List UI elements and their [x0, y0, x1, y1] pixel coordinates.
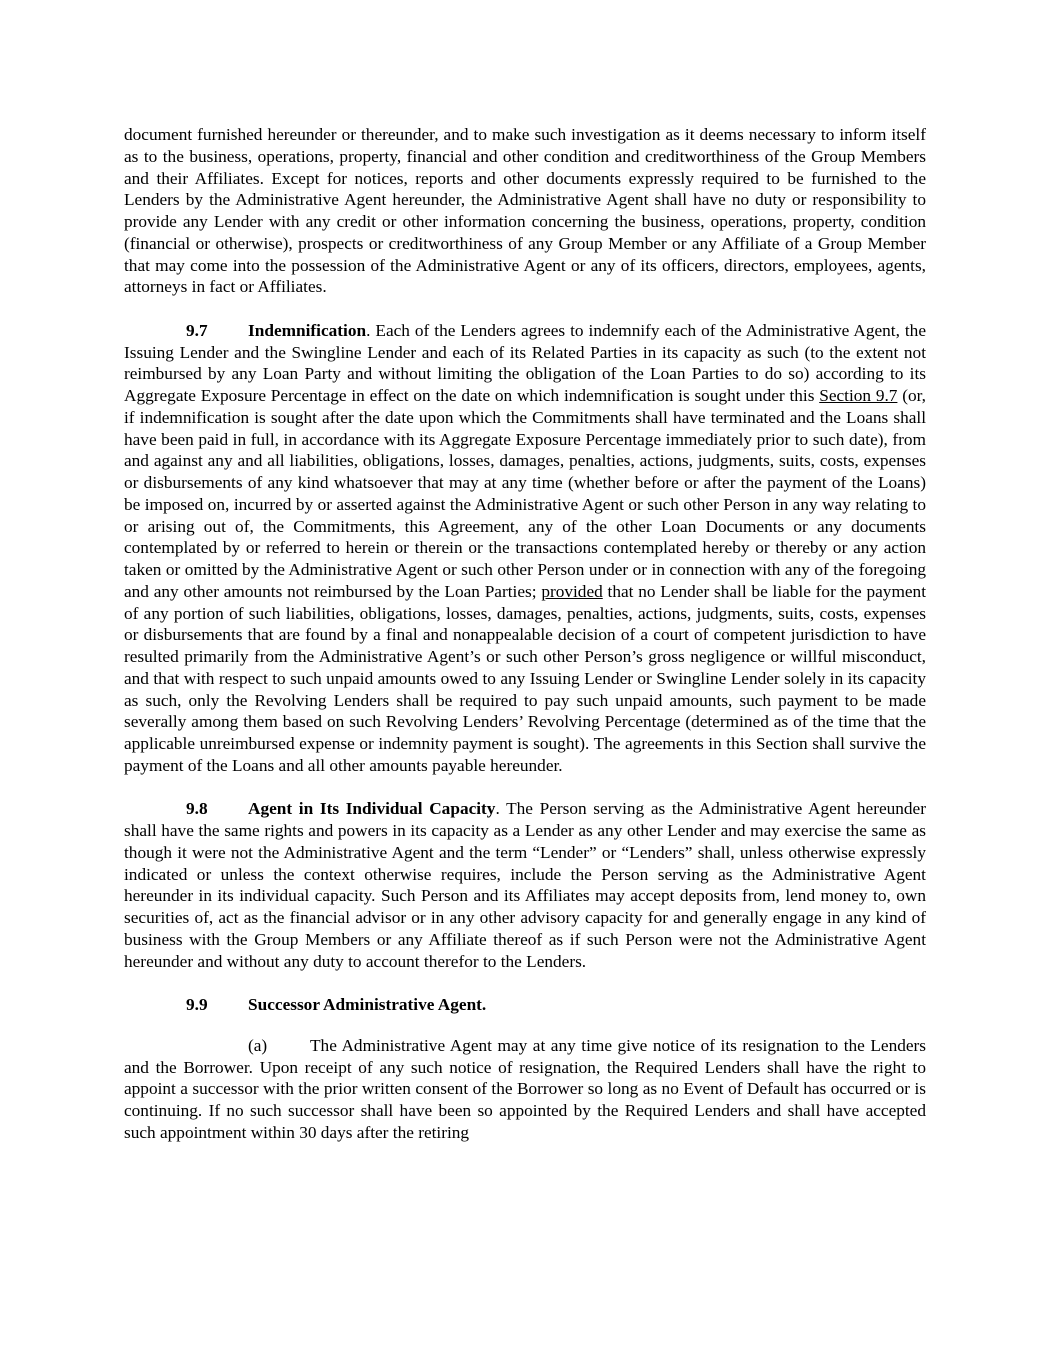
continuation-paragraph	[124, 124, 926, 298]
section-9-7-text-2: (or, if indemnification is sought after the date upon which the Commitments shall have terminated and the Loans shall have been paid in full, in accordance with its Aggregate Exposure Percentage immediately prior to such date), from and against any and all liabilities, obligations, losses, damages, penalties, actions, judgments, suits, costs, expenses or disbursements of any kind whatsoever that may at any time (whether before or after the payment of the Loans) be imposed on, incurred by or asserted against the Administrative Agent or such other Person in any way relating to or arising out of, the Commitments, this Agreement, any of the other Loan Documents or any documents contemplated by or referred to herein or therein or the transactions contemplated hereby or thereby or any action taken or omitted by the Administrative Agent or such other Person under or in connection with any of the foregoing and any other amounts not reimbursed by the Loan Parties;	[124, 386, 926, 601]
section-9-8-paragraph	[124, 798, 926, 972]
section-9-9-heading-paragraph	[124, 994, 926, 1016]
section-9-9-number: 9.9	[186, 995, 208, 1014]
section-9-8-text: . The Person serving as the Administrative Agent hereunder shall have the same rights and powers in its capacity as a Lender as any other Lender and may exercise the same as though it were not the Administrative Agent and the term “Lender” or “Lenders” shall, unless otherwise expressly indicated or unless the context otherwise requires, include the Person serving as the Administrative Agent hereunder in its individual capacity. Such Person and its Affiliates may accept deposits from, lend money to, own securities of, act as the financial advisor or in any other advisory capacity for and generally engage in any kind of business with the Group Members or any Affiliate thereof as if such Person were not the Administrative Agent hereunder and without any duty to account therefor to the Lenders.	[124, 799, 926, 971]
continuation-text: document furnished hereunder or thereunder, and to make such investigation as it deems necessary to inform itself as to the business, operations, property, financial and other condition and creditworthiness of the Group Members and their Affiliates. Except for notices, reports and other documents expressly required to be furnished to the Lenders by the Administrative Agent hereunder, the Administrative Agent shall have no duty or responsibility to provide any Lender with any credit or other information concerning the business, operations, property, condition (financial or otherwise), prospects or creditworthiness of any Group Member or any Affiliate of a Group Member that may come into the possession of the Administrative Agent or any of its officers, directors, employees, agents, attorneys in fact or Affiliates.	[124, 125, 926, 297]
section-9-9-a-text: The Administrative Agent may at any time give notice of its resignation to the Lenders and the Borrower. Upon receipt of any such notice of resignation, the Required Lenders shall have the right to appoint a successor with the prior written consent of the Borrower so long as no Event of Default has occurred or is continuing. If no such successor shall have been so appointed by the Required Lenders and shall have accepted such appointment within 30 days after the retiring	[124, 1035, 926, 1142]
document-page	[124, 124, 926, 1165]
section-9-9-heading: Successor Administrative Agent.	[248, 995, 487, 1014]
section-9-7-paragraph	[124, 320, 926, 777]
section-9-8-heading: Agent in Its Individual Capacity	[248, 799, 496, 819]
section-9-9-a-paragraph	[124, 1035, 926, 1144]
section-9-7-provided-term: provided	[541, 581, 603, 601]
section-9-7-number: 9.7	[186, 320, 208, 340]
section-9-7-reference-link: Section 9.7	[819, 386, 898, 405]
section-9-7-text-1: . Each of the Lenders agrees to indemnify each of the Administrative Agent, the Issuing Lender and the Swingline Lender and each of its Related Parties in its capacity as such (to the extent not reimbursed by any Loan Party and without limiting the obligation of the Loan Parties to do so) according to its Aggregate Exposure Percentage in effect on the date on which indemnification is sought under this	[124, 320, 926, 405]
section-9-7-heading: Indemnification	[248, 320, 367, 340]
section-9-9-a-label: (a)	[248, 1035, 268, 1055]
section-9-7-text-3: that no Lender shall be liable for the payment of any portion of such liabilities, obligations, losses, damages, penalties, actions, judgments, suits, costs, expenses or disbursements that are found by a final and nonappealable decision of a court of competent jurisdiction to have resulted primarily from the Administrative Agent’s or such other Person’s gross negligence or willful misconduct, and that with respect to such unpaid amounts owed to any Issuing Lender or Swingline Lender solely in its capacity as such, only the Revolving Lenders shall be required to pay such unpaid amounts, such payment to be made severally among them based on such Revolving Lenders’ Revolving Percentage (determined as of the time that the applicable unreimbursed expense or indemnity payment is sought). The agreements in this Section shall survive the payment of the Loans and all other amounts payable hereunder.	[124, 581, 927, 775]
section-9-8-number: 9.8	[186, 799, 208, 819]
